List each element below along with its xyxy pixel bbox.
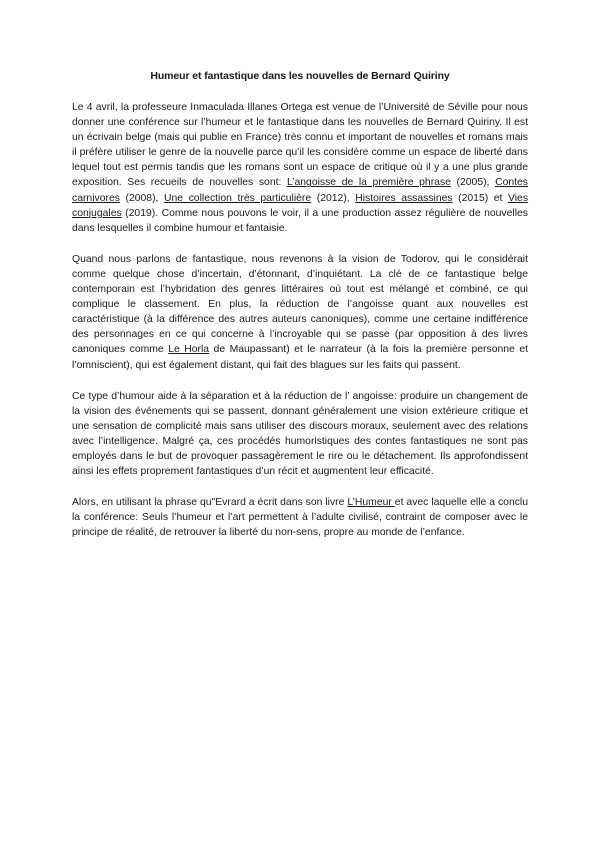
book-title: Contes carnivores	[72, 177, 528, 204]
document-title: Humeur et fantastique dans les nouvelles de Bernard Quiriny	[150, 70, 450, 82]
text-segment: (2012),	[311, 192, 356, 204]
text-segment: Quand nous parlons de fantastique, nous revenons à la vision de Todorov, qui le considérait comme quelque chose d’incertain, d’étonnant, d’inquiétant. La clé de ce fantastique belge contemporain est l’hybridation des genres littéraires où tout est mélangé et combiné, ce qui complique le classement. En plus, la réduction de l’angoisse quant aux nouvelles est caractéristique (à la différence des autres auteurs canoniques), comme une certaine indifférence des personnages en ce qui concerne à l’incroyable qui se passe (par opposition à des livres canoniques comme	[72, 253, 528, 356]
document-body	[72, 100, 528, 556]
paragraph-humour: Ce type d’humour aide à la séparation et à la réduction de l’ angoisse: produire un changement de la vision des événements qui se passent, donnant généralement une vision extérieure critique et une sensation de complicité mais sans utiliser des discours moraux, seulement avec des relations avec l’intelligence. Malgré ça, ces procédés humoristiques des contes fantastiques ne sont pas employés dans le but de provoquer passagèrement le rire ou le détachement. Ils approfondissent ainsi les effets proprement fantastiques d’un récit et augmentent leur efficacité.	[72, 390, 528, 478]
book-title: L’Humeur	[347, 497, 395, 509]
paragraph-intro	[72, 100, 528, 236]
text-segment: et avec laquelle elle a conclu la conférence: Seuls l’humeur et l’art permettent à l’adulte civilisé, contraint de composer avec le principe de réalité, de retrouver la liberté du non-sens, propre au monde de l’enfance.	[72, 497, 529, 539]
text-segment: de Maupassant) et le narrateur (à la fois la première personne et l’omniscient), qui est également distant, qui fait des blagues sur les faits qui passent.	[72, 344, 528, 371]
book-title: L’angoisse de la première phrase	[286, 177, 451, 189]
text-segment: (2015) et	[452, 192, 508, 204]
book-title: Histoires assassines	[355, 192, 453, 204]
book-title: Le Horla	[168, 344, 210, 356]
book-title: Vies conjugales	[72, 192, 529, 219]
text-segment: Alors, en utilisant la phrase qu"Evrard a écrit dans son livre	[72, 497, 348, 509]
text-segment: Le 4 avril, la professeure Inmaculada Illanes Ortega est venue de l’Université de Séville pour nous donner une conférence sur l’humeur et le fantastique dans les nouvelles de Bernard Quiriny. Il est un écrivain belge (mais qui publie en France) très connu et important de nouvelles et romans mais il préfère utiliser le genre de la nouvelle parce qu’il les considère comme un espace de liberté dans lequel tout est permis tandis que les romans sont un espace de critique où il y a une plus grande exposition. Ses recueils de nouvelles sont:	[72, 102, 528, 189]
book-title: Une collection très particulière	[163, 192, 312, 204]
paragraph-conclusion	[72, 495, 528, 540]
text-segment: (2008),	[119, 192, 164, 204]
text-segment: (2019). Comme nous pouvons le voir, il a une production assez régulière de nouvelles dans lesquelles il combine humour et fantaisie.	[72, 207, 528, 234]
paragraph-fantastique	[72, 252, 528, 373]
text-segment: (2005),	[450, 177, 496, 189]
